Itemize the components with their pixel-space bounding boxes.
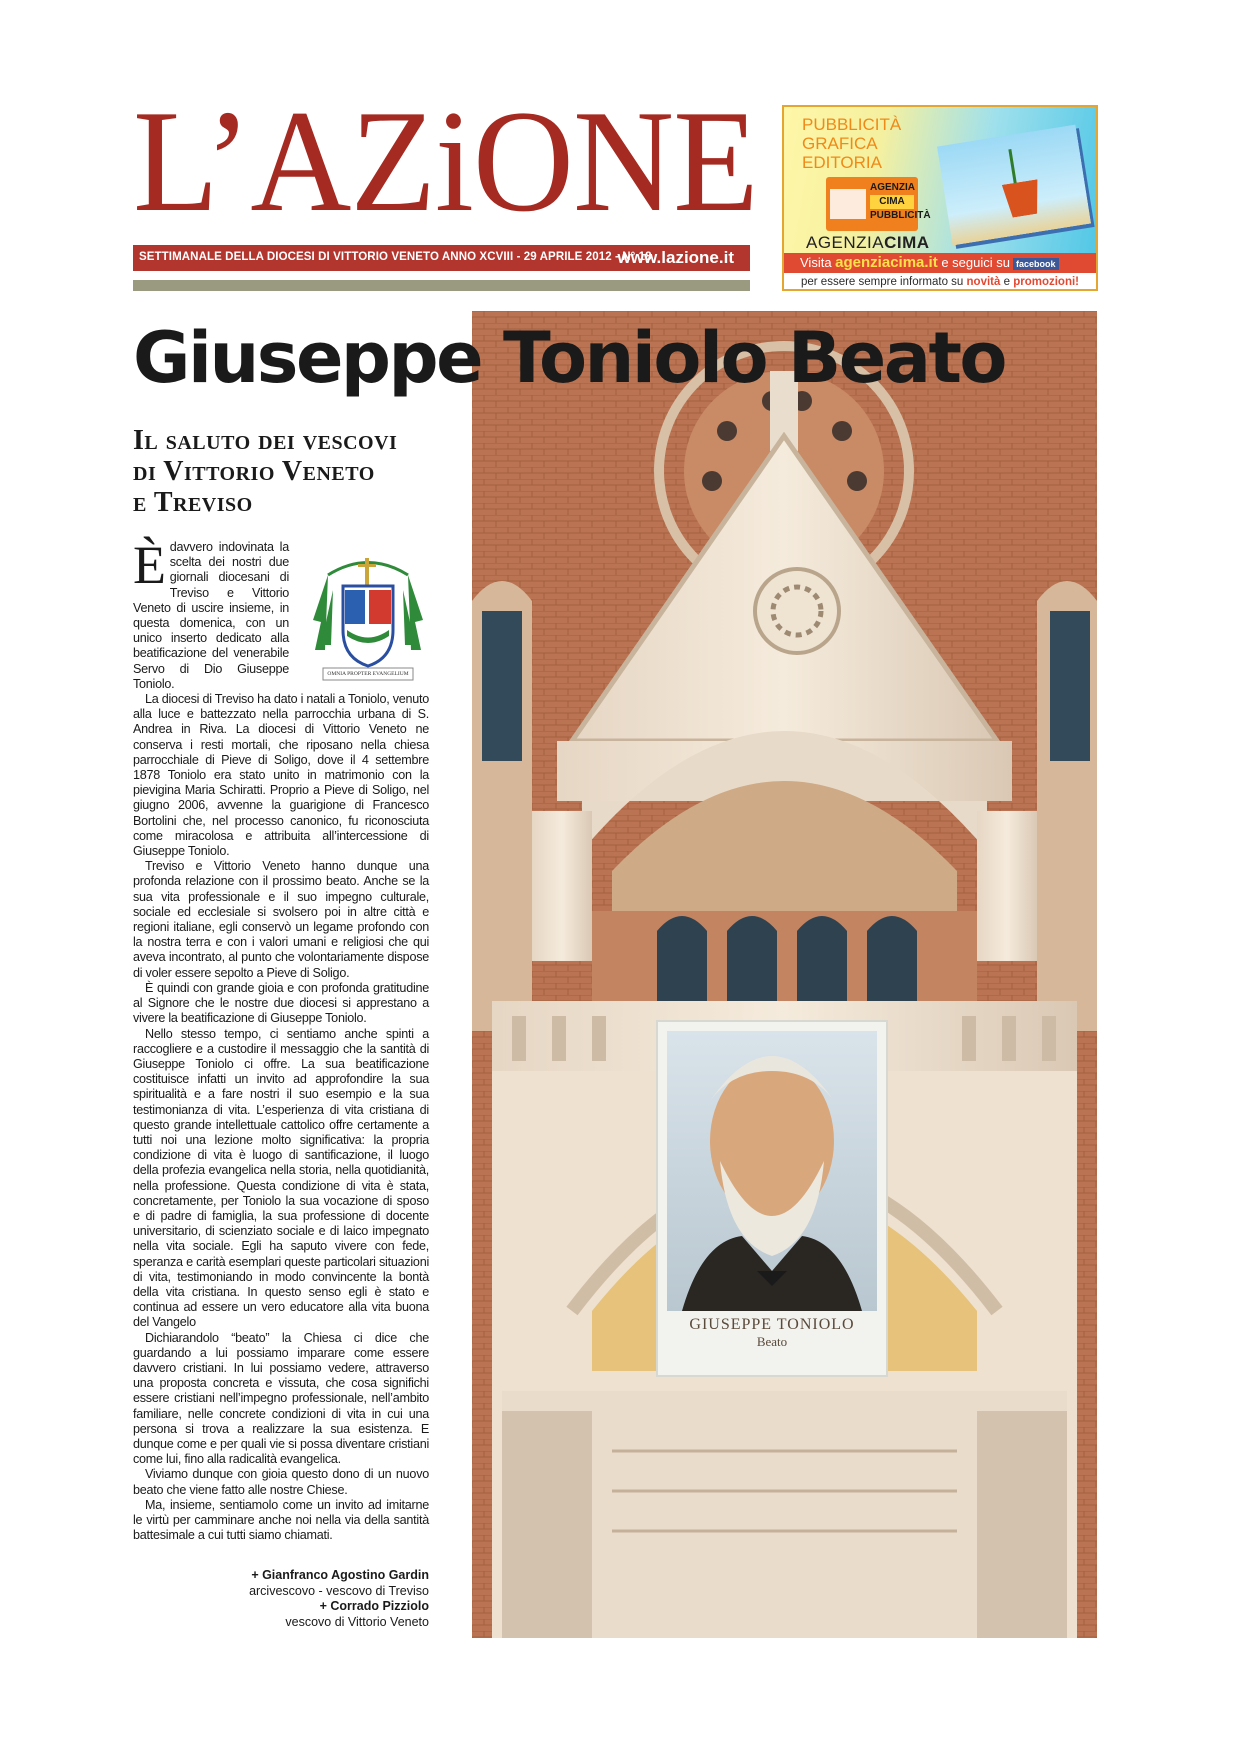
ad-brand-light: AGENZIA xyxy=(806,233,885,252)
ad-footer-word: novità xyxy=(966,276,1001,288)
facebook-icon[interactable]: facebook xyxy=(1013,258,1059,270)
ad-footer-word: promozioni! xyxy=(1013,276,1079,288)
ad-strip-prefix: Visita xyxy=(800,255,836,270)
badge-line: CIMA xyxy=(870,195,914,209)
article-subheadline xyxy=(133,425,453,518)
subhead-line: di Vittorio Veneto xyxy=(133,456,375,487)
article-paragraph: Nello stesso tempo, ci sentiamo anche spinti a raccogliere e a custodire il messaggio che la santità di Giuseppe Toniolo ci offre. La sua beatificazione costituisce infatti un invito ad approfondire la sua spiritualità e a fare nostri il suo esempio e la sua testimonianza di vita. L’esperienza di vita cristiana di questo grande intellettuale cattolico offre certamente a tutti noi una lezione molto significativa: la propria condizione di vita è luogo di santificazione, il luogo della profezia evangelica nella storia, nella quotidianità, nella professione. Questa condizione di vita è stata, concretamente, per Toniolo la sua vocazione di sposo e di padre di famiglia, la sua professione di docente universitario, di scienziato sociale e di laico impegnato nella vita sociale. Egli ha saputo vivere con fede, speranza e carità esemplari queste particolari situazioni di vita, testimoniando in modo convincente la bontà della vita cristiana. In questo senso egli è stato e continua ad essere un vero educatore alla vita buona del Vangelo xyxy=(133,1026,429,1330)
badge-line: PUBBLICITÀ xyxy=(870,210,931,221)
ad-headline-line: GRAFICA xyxy=(802,134,878,153)
signature-role: vescovo di Vittorio Veneto xyxy=(285,1614,429,1629)
signature-name: + Gianfranco Agostino Gardin xyxy=(251,1568,429,1582)
banner-caption xyxy=(657,1316,887,1350)
article-body xyxy=(133,535,430,1543)
ad-logo-badge xyxy=(826,177,931,231)
signature-role: arcivescovo - vescovo di Treviso xyxy=(249,1583,429,1598)
masthead-tagline: SETTIMANALE DELLA DIOCESI DI VITTORIO VENETO ANNO XCVIII - 29 APRILE 2012 - N° 18 xyxy=(139,251,652,263)
ad-brand xyxy=(806,233,930,253)
building-icon xyxy=(830,189,866,219)
ad-headline xyxy=(802,115,901,172)
agenzia-cima-ad[interactable] xyxy=(782,105,1098,291)
badge-line: AGENZIA xyxy=(870,182,915,193)
ad-badge-text xyxy=(870,181,931,223)
ad-headline-line: PUBBLICITÀ xyxy=(802,115,902,134)
church-facade-illustration xyxy=(472,311,1097,1638)
subhead-line: e Treviso xyxy=(133,487,253,518)
article-paragraph: Treviso e Vittorio Veneto hanno dunque una profonda relazione con il prossimo beato. Anche se la sua vita professionale e il suo impegno culturale, sociale ed ecclesiale si svolsero poi in altre città e regioni italiane, egli conservò un legame profondo con la nostra terra e con i valori umani e religiosi che qui aveva incontrato, al punto che volontariamente dispose di voler essere sepolto a Pieve di Soligo. xyxy=(133,859,429,980)
plant-icon xyxy=(1008,147,1026,185)
masthead-logo: L’AZiONE xyxy=(133,80,758,242)
article-paragraph: Viviamo dunque con gioia questo dono di un nuovo beato che viene fatto alle nostre Chiese. xyxy=(133,1467,429,1497)
church-photo xyxy=(472,311,1097,1638)
crest-spacer xyxy=(289,540,429,688)
website-link[interactable]: www.lazione.it xyxy=(617,248,734,267)
masthead-rule xyxy=(133,280,750,291)
ad-site-link[interactable]: agenziacima.it xyxy=(835,254,938,271)
flower-pot-icon xyxy=(1002,179,1043,218)
ad-strip-suffix: e seguici su xyxy=(937,255,1010,270)
ad-footer-prefix: per essere sempre informato su xyxy=(800,276,967,288)
article-paragraph: Ma, insieme, sentiamolo come un invito ad imitarne le virtù per camminare anche noi nella via della santità battesimale a cui tutti siamo chiamati. xyxy=(133,1497,429,1543)
masthead-bar xyxy=(133,245,750,271)
banner-title: Beato xyxy=(756,1334,788,1349)
article-paragraph: La diocesi di Treviso ha dato i natali a Toniolo, venuto alla luce e battezzato nella parrocchia urbana di S. Andrea in Riva. La diocesi di Vittorio Veneto ne conserva i resti mortali, che riposano nella chiesa parrocchiale di Pieve di Soligo, dove il 4 settembre 1878 Toniolo era stato unito in matrimonio con la pievigina Maria Schiratti. Proprio a Pieve di Soligo, nel giugno 2006, avvenne la guarigione di Francesco Bortolini che, nel processo canonico, fu riconosciuta come miracolosa e attribuita all’intercessione di Giuseppe Toniolo. xyxy=(133,692,430,859)
signature-name: + Corrado Pizziolo xyxy=(319,1599,429,1614)
ad-headline-line: EDITORIA xyxy=(802,153,882,172)
book-illustration xyxy=(937,125,1091,246)
banner-name: GIUSEPPE TONIOLO xyxy=(689,1316,855,1333)
drop-cap: È xyxy=(133,535,166,595)
page-title: Giuseppe Toniolo Beato xyxy=(133,317,1006,399)
paragraph-text: davvero indovinata la scelta dei nostri due giornali diocesani di Treviso e Vittorio Veneto di uscire insieme, in questa domenica, con un unico inserto dedicato alla beatificazione del venerabile Servo di Dio Giuseppe Toniolo. xyxy=(133,540,289,691)
ad-footer xyxy=(784,273,1096,291)
ad-visit-strip xyxy=(784,253,1096,273)
article-paragraph: Dichiarandolo “beato” la Chiesa ci dice che guardando a lui possiamo imparare come essere davvero cristiani. In lui possiamo vedere, attraverso una proposta concreta e vissuta, che cosa significhi essere cristiani nell’impegno professionale, nell’ambito familiare, nelle concrete condizioni di vita in cui una persona si trova a realizzare la sua esistenza. E dunque come e per quali vie si possa diventare cristiani come lui, fino alla radicalità evangelica. xyxy=(133,1330,429,1467)
subhead-line: Il saluto dei vescovi xyxy=(133,425,398,456)
crest-motto: OMNIA PROPTER EVANGELIUM xyxy=(327,671,409,677)
signatures xyxy=(133,1568,429,1630)
article-paragraph: È quindi con grande gioia e con profonda gratitudine al Signore che le nostre due diocesi si apprestano a vivere la beatificazione di Giuseppe Toniolo. xyxy=(133,980,429,1026)
ad-footer-mid: e xyxy=(1000,276,1014,288)
ad-brand-bold: CIMA xyxy=(884,233,930,252)
